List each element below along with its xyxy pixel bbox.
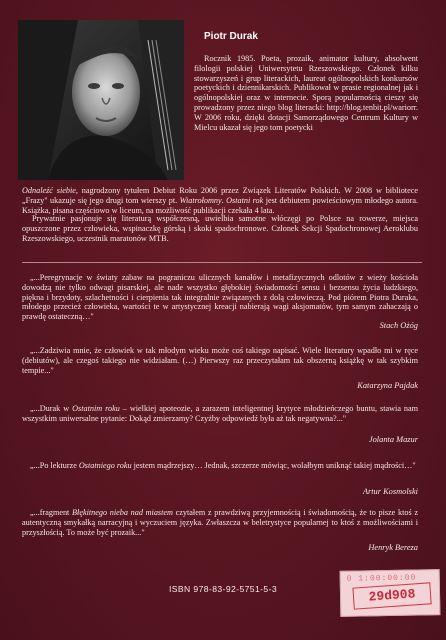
book-title: Ostatniego roku [78, 461, 132, 470]
divider [22, 262, 422, 263]
quote-text: czytałem z prawdziwą przyjemnością i świadomością, że to pisze ktoś z autentyczną smykałką narracyjną i wyczuciem języka. Zwłaszcza w beletrystyce popularnej to ktoś z możliwościami i przyszłością. To może być prozaik..." [22, 508, 419, 537]
book-title: Błękitnego nieba nad miastem [72, 508, 173, 517]
library-sticker [340, 569, 441, 617]
book-title: Odnaleźć siebie [22, 186, 76, 195]
quote-author-3: Jolanta Mazur [368, 435, 418, 444]
author-name: Piotr Durak [204, 31, 258, 42]
quote-author-1: Stach Ożóg [379, 321, 418, 330]
quote-3 [22, 404, 418, 424]
author-private-bio: Prywatnie pasjonuje się literaturą współczesną, uwielbia samotne włóczęgi po Polsce na rowerze, miejsca opuszczone przez człowieka, wspinaczkę górską i skoki spadochronowe. Członek Sekcji Spadochronowej Aeroklubu Rzeszowskiego, uczestnik maratonów MTB. [22, 214, 418, 243]
author-bio-continued [22, 186, 418, 215]
quote-5 [22, 508, 418, 537]
quote-text: – wielkiej apoteozie, a zarazem inteligentnej krytyce młodzieńczego buntu, stawia nam wszystkim uniwersalne pytanie: Dokąd zmierzamy? Czyżby odpowiedź była aż tak negatywna?..." [22, 404, 419, 423]
quote-2: „...Zadziwia mnie, że człowiek w tak młodym wieku może coś takiego napisać. Wiele literatury wpadło mi w ręce (debiutów), ale czegoś takiego nie widziałam. (…) Pierwszy raz przeczytałam tak obszerną książkę w tak szybkim tempie..." [22, 346, 418, 375]
isbn: ISBN 978-83-92-5751-5-3 [168, 584, 278, 594]
quote-text: jestem mądrzejszy… Jednak, szczerze mówiąc, wolałbym uniknąć takiej mądrości…" [133, 461, 416, 470]
quote-author-4: Artur Kosmolski [362, 487, 418, 496]
book-title: Wiatrołomny [179, 195, 222, 205]
bio-text: Rocznik 1985. Poeta, prozaik, animator kultury, absolwent filologii polskiej Uniwersytetu Rzeszowskiego. Członek kilku stowarzyszeń i grup literackich, laureat ogólnopolskich konkursów poetyckich i dziennikarskich. Publikował w prasie regionalnej jak i ogólnopolskiej oraz w internecie. Sporą popularnością cieszy się prowadzony przez niego blog literacki: http://blog.tenbit.pl/wariorr. W 2006 roku, dzięki dotacji Samorządowego Centrum Kultury w Mielcu ukazał się jego tom poetycki [194, 54, 418, 132]
book-title: Ostatnim roku [72, 404, 120, 413]
quote-author-2: Katarzyna Pajdak [357, 381, 418, 390]
quote-1: „...Peregrynacje w światy zabaw na pograniczu ulicznych kanałów i metafizycznych odlotów z wieży kościoła dowodzą nie tylko odwagi pisarskiej, ale nade wszystko głębokiej świadomości sensu i bezsensu życia ludzkiego, piękna i brzydoty, szlachetności i cierpienia tak integralnie związanych z dolą człowieczą. Pod piórem Piotra Duraka, młodego przecież człowieka, wartości te w artystycznej kreacji nabierają wagi aksjomatów, tym samym zahaczają o prawdę ostateczną…" [22, 273, 418, 322]
sticker-barcode-text: 0 1:00:00:00 [346, 573, 417, 584]
author-photo [18, 20, 184, 180]
quote-4 [22, 461, 418, 471]
bio-text: . [221, 195, 224, 205]
quote-author-5: Henryk Bereza [368, 543, 418, 552]
quote-text: „...fragment [30, 508, 70, 517]
bio-text: jest debiutem powieściowym młodego autora. Książka, pisana częściowo w liceum, na możliwość publikacji czekała 4 lata. [22, 195, 418, 215]
stamp-code: 29d908 [352, 582, 431, 609]
quote-text: „...Po lekturze [30, 461, 77, 470]
book-title: Ostatni rok [226, 195, 264, 205]
author-bio [194, 54, 418, 132]
bio-text: , nagrodzony tytułem Debiut Roku 2006 przez Związek Literatów Polskich. W 2008 w bibliotece „Frazy" ukazuje się jego drugi tom wierszy pt. [22, 186, 418, 205]
quote-text: „...Durak w [30, 404, 70, 413]
